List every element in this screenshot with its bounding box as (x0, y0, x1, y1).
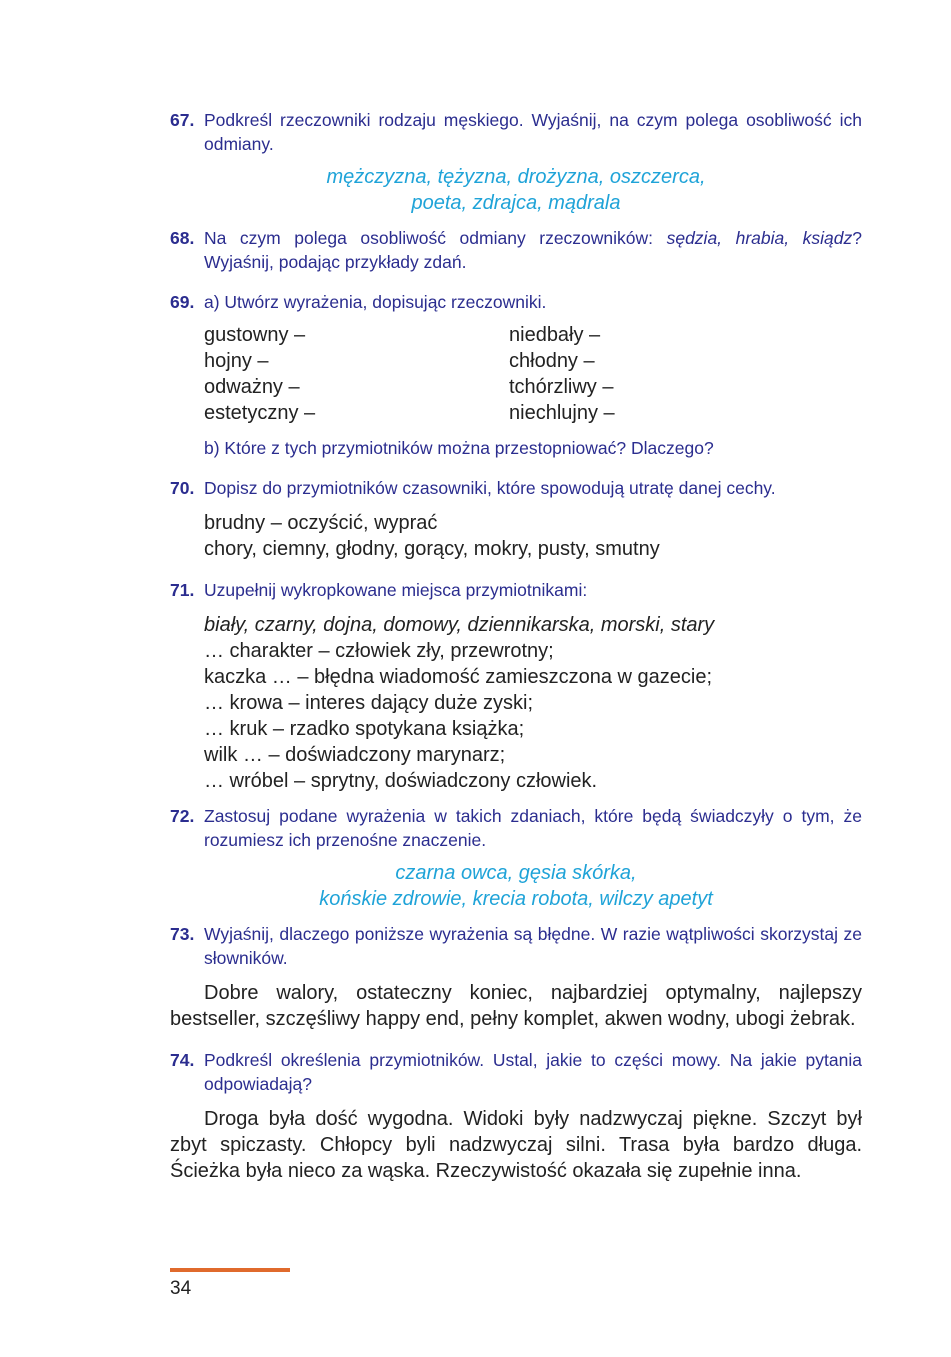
content-line: chory, ciemny, głodny, gorący, mokry, pusty, smutny (204, 538, 660, 560)
exercise-instruction: Zastosuj podane wyrażenia w takich zdaniach, które będą świadczyły o tym, że rozumiesz ich przenośne znaczenie. (204, 806, 862, 850)
list-item: gustowny – (204, 324, 306, 346)
word-list-line: mężczyzna, tężyzna, drożyzna, oszczerca, (326, 166, 706, 188)
exercise-number: 68. (170, 228, 195, 248)
list-item: niechlujny – (509, 402, 615, 424)
word-list-line: poeta, zdrajca, mądrala (411, 192, 621, 214)
list-item: odważny – (204, 376, 300, 398)
content-line: … kruk – rzadko spotykana książka; (204, 718, 525, 740)
word-list-line: czarna owca, gęsia skórka, (395, 862, 637, 884)
page-content (170, 108, 862, 1184)
exercise-69-part-b (170, 436, 862, 460)
word-list-line: końskie zdrowie, krecia robota, wilczy apetyt (319, 888, 713, 910)
footer-rule (170, 1268, 290, 1272)
exercise-instruction: Wyjaśnij, dlaczego poniższe wyrażenia są błędne. W razie wątpliwości skorzystaj ze słowników. (204, 924, 862, 968)
content-line: … charakter – człowiek zły, przewrotny; (204, 640, 554, 662)
exercise-67 (170, 108, 862, 156)
exercise-instruction: Podkreśl określenia przymiotników. Ustal, jakie to części mowy. Na jakie pytania odpowiadają? (204, 1050, 862, 1094)
adjective-columns (170, 322, 862, 426)
exercise-73 (170, 922, 862, 970)
content-line: brudny – oczyścić, wyprać (204, 512, 438, 534)
word-list (170, 164, 862, 216)
list-item: tchórzliwy – (509, 376, 614, 398)
instruction-text: Na czym polega osobliwość odmiany rzeczowników: (204, 228, 667, 248)
exercise-74 (170, 1048, 862, 1096)
exercise-number: 72. (170, 806, 195, 826)
exercise-68 (170, 226, 862, 274)
content-line: kaczka … – błędna wiadomość zamieszczona w gazecie; (204, 666, 713, 688)
exercise-number: 69. (170, 292, 195, 312)
exercise-number: 71. (170, 580, 195, 600)
word-list (170, 860, 862, 912)
list-item: hojny – (204, 350, 269, 372)
content-line: wilk … – doświadczony marynarz; (204, 744, 506, 766)
page-number: 34 (170, 1278, 192, 1299)
exercise-instruction: Uzupełnij wykropkowane miejsca przymiotnikami: (204, 580, 588, 600)
list-item: niedbały – (509, 324, 601, 346)
exercise-69 (170, 290, 862, 314)
exercise-instruction (204, 226, 862, 274)
content-line: … krowa – interes dający duże zyski; (204, 692, 534, 714)
exercise-instruction: Podkreśl rzeczowniki rodzaju męskiego. Wyjaśnij, na czym polega osobliwość ich odmiany. (204, 110, 862, 154)
exercise-number: 73. (170, 924, 195, 944)
exercise-instruction: Dopisz do przymiotników czasowniki, które spowodują utratę danej cechy. (204, 478, 776, 498)
exercise-part-b: b) Które z tych przymiotników można przestopniować? Dlaczego? (204, 438, 714, 458)
instruction-text: ? Wyjaśnij, podając przykłady zdań. (204, 228, 862, 272)
exercise-number: 67. (170, 110, 195, 130)
exercise-74-text: Droga była dość wygodna. Widoki były nadzwyczaj piękne. Szczyt był zbyt spiczasty. Chłopcy byli nadzwyczaj silni. Trasa była bardzo długa. Ścieżka była nieco za wąska. Rzeczywistość okazała się zupełnie inna. (170, 1108, 862, 1182)
list-item: estetyczny – (204, 402, 316, 424)
content-line: … wróbel – sprytny, doświadczony człowiek. (204, 770, 598, 792)
exercise-73-text: Dobre walory, ostateczny koniec, najbardziej optymalny, najlepszy bestseller, szczęśliwy happy end, pełny komplet, akwen wodny, ubogi żebrak. (170, 982, 862, 1030)
exercise-70 (170, 476, 862, 500)
adjective-list: biały, czarny, dojna, domowy, dziennikarska, morski, stary (204, 614, 715, 636)
exercise-70-content (170, 510, 862, 562)
list-item: chłodny – (509, 350, 595, 372)
exercise-number: 70. (170, 478, 195, 498)
exercise-72 (170, 804, 862, 852)
exercise-part-a: a) Utwórz wyrażenia, dopisując rzeczowniki. (204, 292, 547, 312)
exercise-number: 74. (170, 1050, 195, 1070)
instruction-italic: sędzia, hrabia, ksiądz (666, 228, 853, 248)
exercise-71 (170, 578, 862, 602)
left-column (204, 322, 509, 426)
exercise-71-content (170, 612, 862, 794)
right-column (509, 322, 814, 426)
